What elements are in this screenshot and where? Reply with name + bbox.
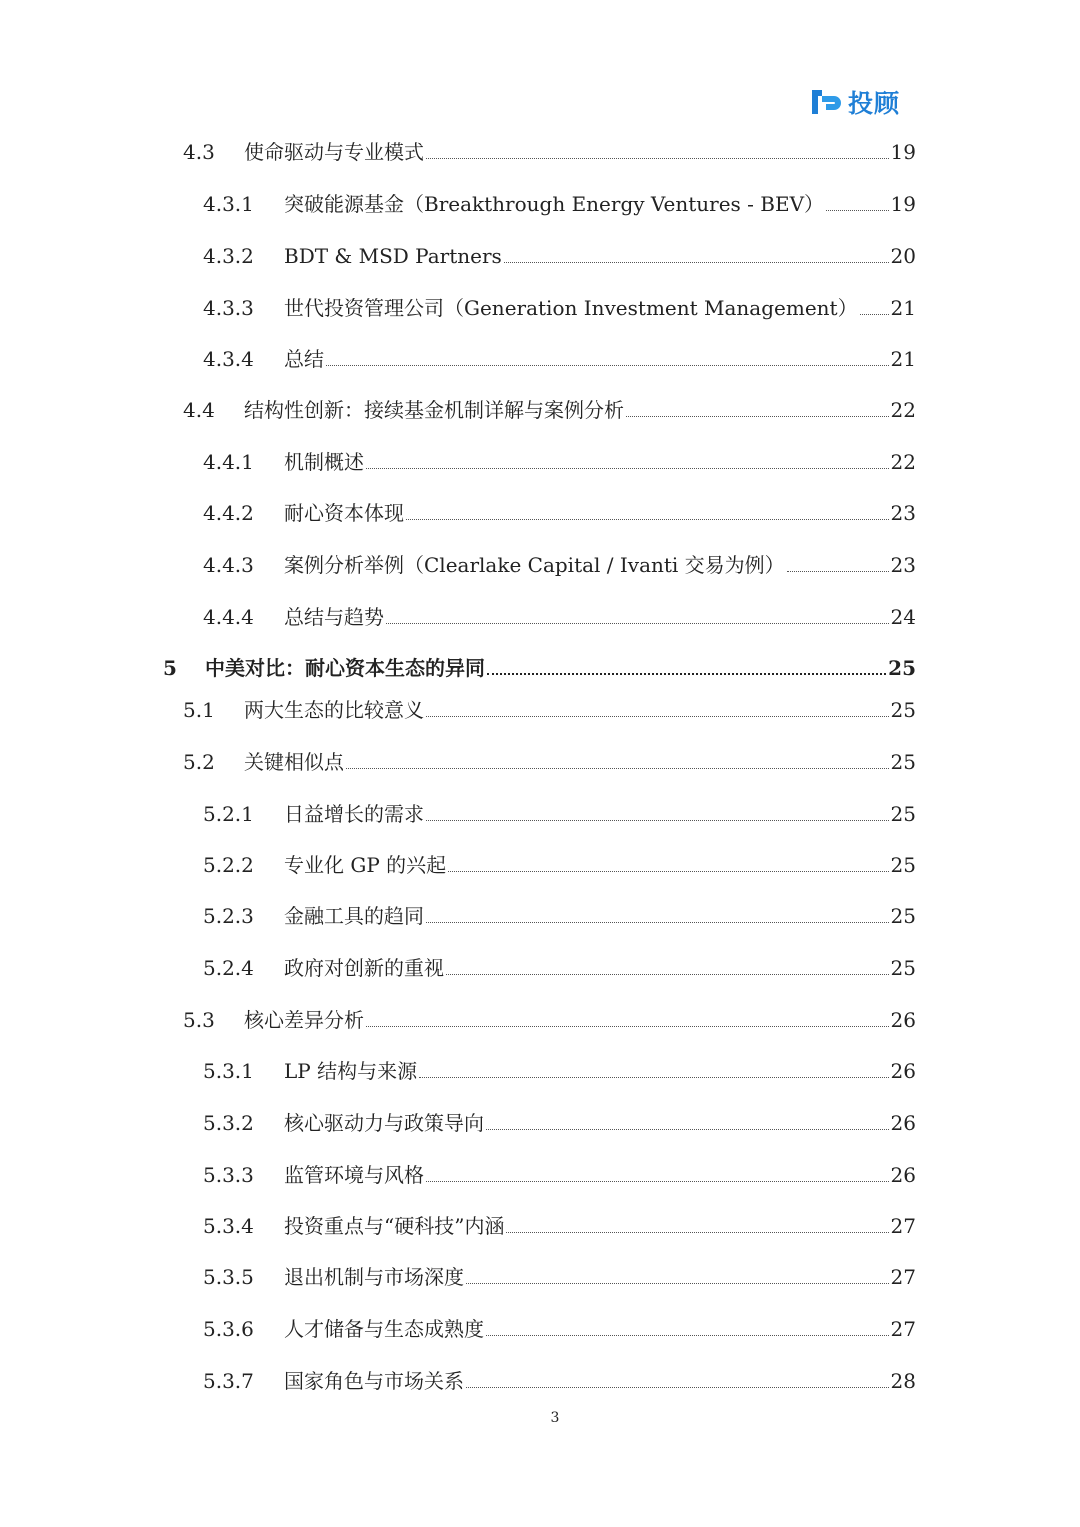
toc-entry-title: 专业化 GP 的兴起 <box>284 853 447 877</box>
toc-leader-dots <box>386 623 889 624</box>
toc-entry-title: 中美对比：耐心资本生态的异同 <box>205 656 485 680</box>
toc-entry-page: 25 <box>890 956 916 980</box>
toc-entry-page: 21 <box>890 347 916 371</box>
toc-leader-dots <box>426 1181 889 1182</box>
toc-entry[interactable] <box>0 1262 1080 1292</box>
toc-entry-number: 4.4.4 <box>203 605 254 629</box>
toc-entry-page: 23 <box>890 553 916 577</box>
toc-entry-page: 28 <box>890 1369 916 1393</box>
toc-entry-number: 4.3.2 <box>203 244 254 268</box>
toc-entry-title: 金融工具的趋同 <box>284 904 424 928</box>
toc-entry-number: 5.3.6 <box>203 1317 254 1341</box>
brand-logo <box>808 84 900 120</box>
toc-entry[interactable] <box>0 1366 1080 1396</box>
toc-entry-page: 25 <box>890 802 916 826</box>
toc-entry-title: 日益增长的需求 <box>284 802 424 826</box>
logo-mark-icon <box>808 86 844 118</box>
toc-entry-title: 核心差异分析 <box>244 1008 364 1032</box>
toc-entry-page: 20 <box>890 244 916 268</box>
toc-entry[interactable] <box>0 850 1080 880</box>
toc-entry-page: 25 <box>890 750 916 774</box>
toc-entry-number: 4.3.1 <box>203 192 254 216</box>
toc-entry[interactable] <box>0 653 1080 683</box>
toc-entry-number: 4.4.2 <box>203 501 254 525</box>
toc-entry[interactable] <box>0 747 1080 777</box>
toc-entry-number: 5.2.2 <box>203 853 254 877</box>
toc-entry-page: 26 <box>890 1059 916 1083</box>
toc-entry[interactable] <box>0 550 1080 580</box>
toc-leader-dots <box>466 1387 889 1388</box>
toc-entry[interactable] <box>0 799 1080 829</box>
toc-entry-page: 25 <box>890 698 916 722</box>
toc-entry-title: LP 结构与来源 <box>284 1059 418 1083</box>
toc-leader-dots <box>860 314 889 315</box>
toc-entry[interactable] <box>0 447 1080 477</box>
toc-entry-title: 总结 <box>284 347 324 371</box>
toc-entry-number: 5.2.4 <box>203 956 254 980</box>
toc-entry-number: 5.1 <box>183 698 215 722</box>
toc-entry-number: 5.3.3 <box>203 1163 254 1187</box>
toc-entry-number: 5.2.1 <box>203 802 254 826</box>
toc-leader-dots <box>446 974 889 975</box>
page-number: 3 <box>550 1410 560 1426</box>
toc-leader-dots <box>787 571 889 572</box>
toc-leader-dots <box>326 365 889 366</box>
toc-entry-number: 5.3.7 <box>203 1369 254 1393</box>
toc-entry-number: 4.4.3 <box>203 553 254 577</box>
toc-entry[interactable] <box>0 1211 1080 1241</box>
logo-text: 投顾 <box>848 89 901 118</box>
toc-entry-page: 25 <box>890 853 916 877</box>
toc-entry[interactable] <box>0 395 1080 425</box>
toc-leader-dots <box>626 416 889 417</box>
toc-entry[interactable] <box>0 1005 1080 1035</box>
toc-entry-page: 19 <box>890 140 916 164</box>
toc-entry-page: 24 <box>890 605 916 629</box>
toc-entry[interactable] <box>0 293 1080 323</box>
toc-entry-page: 22 <box>890 450 916 474</box>
toc-entry-page: 27 <box>890 1317 916 1341</box>
toc-entry-page: 26 <box>890 1008 916 1032</box>
toc-entry-title: 退出机制与市场深度 <box>284 1265 464 1289</box>
toc-entry-number: 5.3 <box>183 1008 215 1032</box>
toc-leader-dots <box>466 1283 889 1284</box>
toc-entry-number: 5.2 <box>183 750 215 774</box>
toc-entry-title: 使命驱动与专业模式 <box>244 140 424 164</box>
toc-entry[interactable] <box>0 344 1080 374</box>
toc-leader-dots <box>426 922 889 923</box>
toc-entry-number: 5 <box>163 656 177 680</box>
toc-entry[interactable] <box>0 189 1080 219</box>
toc-entry-title: 核心驱动力与政策导向 <box>284 1111 484 1135</box>
toc-entry-title: 结构性创新：接续基金机制详解与案例分析 <box>244 398 624 422</box>
toc-entry-number: 4.4.1 <box>203 450 254 474</box>
toc-entry-page: 26 <box>890 1111 916 1135</box>
toc-entry-number: 4.3 <box>183 140 215 164</box>
toc-leader-dots <box>506 1232 888 1233</box>
toc-leader-dots <box>448 871 888 872</box>
toc-entry-number: 5.3.4 <box>203 1214 254 1238</box>
toc-entry-page: 19 <box>890 192 916 216</box>
toc-entry[interactable] <box>0 498 1080 528</box>
toc-leader-dots <box>366 468 889 469</box>
toc-entry-title: 监管环境与风格 <box>284 1163 424 1187</box>
toc-entry-page: 25 <box>888 656 916 680</box>
toc-leader-dots <box>366 1026 889 1027</box>
toc-entry-number: 5.2.3 <box>203 904 254 928</box>
toc-entry[interactable] <box>0 137 1080 167</box>
toc-entry[interactable] <box>0 602 1080 632</box>
toc-entry-page: 25 <box>890 904 916 928</box>
toc-entry-number: 4.3.3 <box>203 296 254 320</box>
toc-entry-title: 两大生态的比较意义 <box>244 698 424 722</box>
toc-entry-title: 政府对创新的重视 <box>284 956 444 980</box>
toc-entry-page: 22 <box>890 398 916 422</box>
toc-entry-page: 23 <box>890 501 916 525</box>
toc-entry[interactable] <box>0 695 1080 725</box>
toc-entry-title: 关键相似点 <box>244 750 344 774</box>
toc-entry[interactable] <box>0 1056 1080 1086</box>
toc-entry-title: 人才储备与生态成熟度 <box>284 1317 484 1341</box>
toc-leader-dots <box>504 262 889 263</box>
toc-entry[interactable] <box>0 1314 1080 1344</box>
toc-entry-page: 27 <box>890 1265 916 1289</box>
toc-entry-number: 4.3.4 <box>203 347 254 371</box>
toc-entry-title: 机制概述 <box>284 450 364 474</box>
toc-entry[interactable] <box>0 1108 1080 1138</box>
toc-entry-title: 国家角色与市场关系 <box>284 1369 464 1393</box>
toc-entry-number: 4.4 <box>183 398 215 422</box>
toc-entry[interactable] <box>0 953 1080 983</box>
toc-entry-title: 突破能源基金（Breakthrough Energy Ventures - BEV） <box>284 192 825 216</box>
toc-entry[interactable] <box>0 241 1080 271</box>
toc-entry-page: 26 <box>890 1163 916 1187</box>
toc-leader-dots <box>487 673 886 675</box>
toc-entry[interactable] <box>0 1160 1080 1190</box>
toc-leader-dots <box>426 820 889 821</box>
toc-leader-dots <box>486 1335 889 1336</box>
toc-leader-dots <box>426 716 889 717</box>
toc-entry-title: 世代投资管理公司（Generation Investment Management） <box>284 296 858 320</box>
toc-entry-page: 27 <box>890 1214 916 1238</box>
toc-leader-dots <box>826 210 889 211</box>
toc-entry-title: 耐心资本体现 <box>284 501 404 525</box>
toc-entry-title: 投资重点与“硬科技”内涵 <box>284 1214 505 1238</box>
toc-entry-page: 21 <box>890 296 916 320</box>
toc-leader-dots <box>486 1129 889 1130</box>
toc-leader-dots <box>426 158 889 159</box>
toc-entry[interactable] <box>0 901 1080 931</box>
toc-entry-number: 5.3.1 <box>203 1059 254 1083</box>
toc-entry-title: BDT & MSD Partners <box>284 244 502 268</box>
toc-entry-number: 5.3.2 <box>203 1111 254 1135</box>
toc-leader-dots <box>406 519 889 520</box>
toc-leader-dots <box>419 1077 888 1078</box>
toc-entry-title: 总结与趋势 <box>284 605 384 629</box>
toc-entry-title: 案例分析举例（Clearlake Capital / Ivanti 交易为例） <box>284 553 785 577</box>
toc-leader-dots <box>346 768 889 769</box>
toc-entry-number: 5.3.5 <box>203 1265 254 1289</box>
